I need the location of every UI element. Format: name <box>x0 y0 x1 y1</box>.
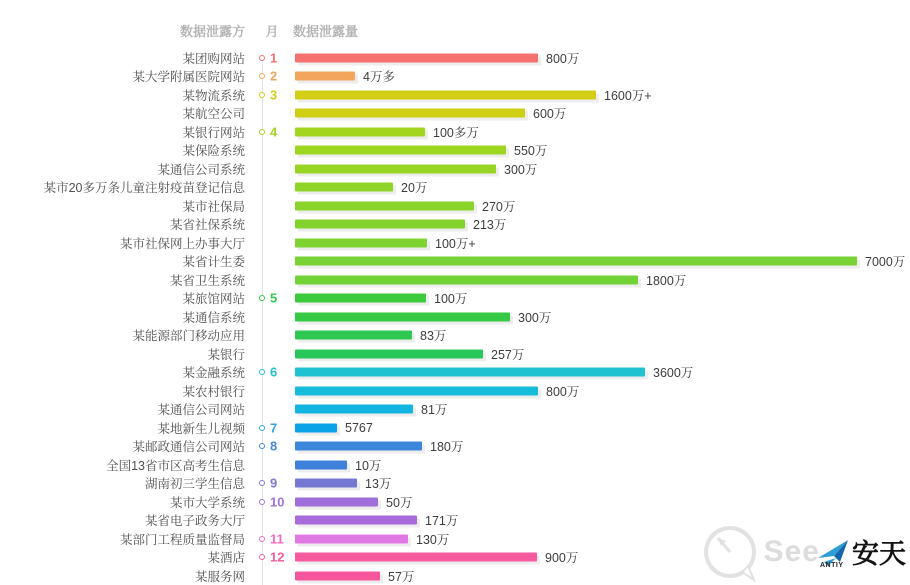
leak-amount-bar <box>295 220 465 229</box>
chart-row <box>0 289 910 308</box>
chart-row <box>0 307 910 326</box>
month-marker-dot <box>259 369 265 375</box>
row-party-label: 某通信公司系统 <box>157 162 245 177</box>
chart-row <box>0 344 910 363</box>
row-party-label: 某旅馆网站 <box>182 292 245 307</box>
month-number: 10 <box>270 494 285 510</box>
leak-amount-bar <box>295 257 857 266</box>
seebug-watermark-text: See <box>763 535 820 568</box>
chart-row <box>0 104 910 123</box>
row-party-label: 某部门工程质量监督局 <box>119 532 245 547</box>
leak-amount-bar <box>295 109 525 118</box>
leak-amount-bar <box>295 275 638 284</box>
leak-amount-bar <box>295 534 408 543</box>
leak-amount-bar <box>295 53 538 62</box>
chart-row <box>0 215 910 234</box>
leak-amount-value: 171万 <box>425 514 459 529</box>
leak-amount-value: 180万 <box>430 440 464 455</box>
row-party-label: 某省电子政务大厅 <box>144 514 245 529</box>
column-header-amount: 数据泄露量 <box>293 24 359 39</box>
leak-amount-bar <box>295 331 412 340</box>
leak-amount-value: 270万 <box>482 199 516 214</box>
chart-row <box>0 418 910 437</box>
month-number: 7 <box>270 420 278 436</box>
row-party-label: 某银行 <box>207 347 245 362</box>
chart-row <box>0 400 910 419</box>
leak-amount-value: 13万 <box>365 477 392 492</box>
chart-row <box>0 492 910 511</box>
month-marker-dot <box>259 92 265 98</box>
seebug-compass-icon <box>702 522 760 582</box>
antiy-cn-label: 安天 <box>852 539 906 569</box>
row-party-label: 湖南初三学生信息 <box>144 477 245 492</box>
leak-amount-value: 900万 <box>545 551 579 566</box>
leak-amount-bar <box>295 479 357 488</box>
leak-amount-bar <box>295 442 422 451</box>
row-party-label: 某市社保局 <box>182 199 245 214</box>
chart-row <box>0 122 910 141</box>
leak-amount-value: 600万 <box>533 107 567 122</box>
leak-amount-value: 20万 <box>401 181 428 196</box>
month-marker-dot <box>259 129 265 135</box>
chart-row <box>0 437 910 456</box>
month-number: 11 <box>270 531 284 547</box>
month-marker-dot <box>259 295 265 301</box>
month-number: 12 <box>270 549 285 565</box>
chart-row <box>0 363 910 382</box>
month-number: 9 <box>270 475 278 491</box>
row-party-label: 某团购网站 <box>182 51 245 66</box>
month-number: 5 <box>270 290 278 306</box>
chart-row <box>0 474 910 493</box>
leak-amount-bar <box>295 183 393 192</box>
leak-amount-bar <box>295 201 474 210</box>
row-party-label: 某市大学系统 <box>169 495 245 510</box>
leak-amount-bar <box>295 312 510 321</box>
leak-amount-bar <box>295 386 538 395</box>
watermark <box>702 521 906 583</box>
row-party-label: 某农村银行 <box>182 384 245 399</box>
month-marker-dot <box>259 425 265 431</box>
chart-row <box>0 159 910 178</box>
leak-amount-value: 7000万 <box>865 255 906 270</box>
leak-amount-value: 10万 <box>355 458 382 473</box>
leak-amount-bar <box>295 90 596 99</box>
leak-amount-value: 3600万 <box>653 366 694 381</box>
month-marker-dot <box>259 499 265 505</box>
leak-amount-value: 213万 <box>473 218 507 233</box>
chart-row <box>0 455 910 474</box>
chart-row <box>0 85 910 104</box>
leak-amount-bar <box>295 349 483 358</box>
leak-amount-bar <box>295 72 355 81</box>
leak-amount-bar <box>295 423 337 432</box>
chart-row <box>0 178 910 197</box>
leak-amount-value: 130万 <box>416 532 450 547</box>
leak-amount-bar <box>295 571 380 580</box>
row-party-label: 某服务网 <box>194 569 245 584</box>
month-marker-dot <box>259 443 265 449</box>
row-party-label: 某保险系统 <box>182 144 245 159</box>
chart-row <box>0 233 910 252</box>
leak-amount-value: 83万 <box>420 329 447 344</box>
chart-row <box>0 67 910 86</box>
row-party-label: 某省计生委 <box>182 255 245 270</box>
row-party-label: 某市社保网上办事大厅 <box>119 236 245 251</box>
chart-row <box>0 270 910 289</box>
row-party-label: 某通信系统 <box>182 310 245 325</box>
leak-amount-bar <box>295 405 413 414</box>
row-party-label: 某物流系统 <box>182 88 245 103</box>
leak-amount-bar <box>295 238 427 247</box>
row-party-label: 某通信公司网站 <box>157 403 245 418</box>
month-marker-dot <box>259 73 265 79</box>
row-party-label: 某大学附属医院网站 <box>132 70 245 85</box>
leak-amount-bar <box>295 164 496 173</box>
leak-amount-value: 300万 <box>504 162 538 177</box>
leak-amount-value: 57万 <box>388 569 415 584</box>
month-number: 1 <box>270 50 278 66</box>
leak-amount-bar <box>295 497 378 506</box>
leak-amount-bar <box>295 460 347 469</box>
leak-amount-value: 800万 <box>546 51 580 66</box>
month-marker-dot <box>259 554 265 560</box>
leak-amount-value: 4万多 <box>363 70 395 85</box>
row-party-label: 某省社保系统 <box>169 218 245 233</box>
month-number: 4 <box>270 124 278 140</box>
chart-row <box>0 141 910 160</box>
leak-amount-bar <box>295 516 417 525</box>
leak-amount-value: 81万 <box>421 403 448 418</box>
row-party-label: 某邮政通信公司网站 <box>132 440 245 455</box>
leak-amount-value: 1600万+ <box>604 88 652 103</box>
row-party-label: 某航空公司 <box>182 107 245 122</box>
month-number: 3 <box>270 87 278 103</box>
row-party-label: 某金融系统 <box>182 366 245 381</box>
leak-amount-value: 800万 <box>546 384 580 399</box>
leak-amount-value: 300万 <box>518 310 552 325</box>
row-party-label: 某能源部门移动应用 <box>132 329 245 344</box>
leak-amount-value: 1800万 <box>646 273 687 288</box>
leak-amount-value: 100万+ <box>435 236 476 251</box>
leak-amount-bar <box>295 127 425 136</box>
leak-amount-bar <box>295 368 645 377</box>
leak-amount-value: 100多万 <box>433 125 479 140</box>
month-marker-dot <box>259 536 265 542</box>
chart-row <box>0 326 910 345</box>
month-marker-dot <box>259 55 265 61</box>
row-party-label: 某市20多万条儿童注射疫苗登记信息 <box>43 181 245 196</box>
antiy-sub-label: ANTIY <box>820 562 844 569</box>
column-header-party: 数据泄露方 <box>179 24 245 39</box>
leak-amount-value: 100万 <box>434 292 468 307</box>
month-number: 8 <box>270 438 278 454</box>
column-header-month: 月 <box>265 24 279 39</box>
month-number: 6 <box>270 364 278 380</box>
month-marker-dot <box>259 480 265 486</box>
leak-amount-value: 257万 <box>491 347 525 362</box>
chart-row <box>0 196 910 215</box>
leak-amount-value: 550万 <box>514 144 548 159</box>
row-party-label: 某省卫生系统 <box>169 273 245 288</box>
chart-row <box>0 252 910 271</box>
leak-amount-value: 50万 <box>386 495 413 510</box>
leak-amount-bar <box>295 294 426 303</box>
chart-row <box>0 48 910 67</box>
row-party-label: 某地新生儿视频 <box>157 421 245 436</box>
leak-amount-bar <box>295 553 537 562</box>
month-number: 2 <box>270 68 278 84</box>
row-party-label: 某银行网站 <box>182 125 245 140</box>
antiy-logo <box>814 532 906 572</box>
row-party-label: 全国13省市区高考生信息 <box>106 458 245 473</box>
leak-amount-value: 5767 <box>345 420 373 435</box>
row-party-label: 某酒店 <box>207 551 245 566</box>
chart-row <box>0 381 910 400</box>
leak-amount-bar <box>295 146 506 155</box>
